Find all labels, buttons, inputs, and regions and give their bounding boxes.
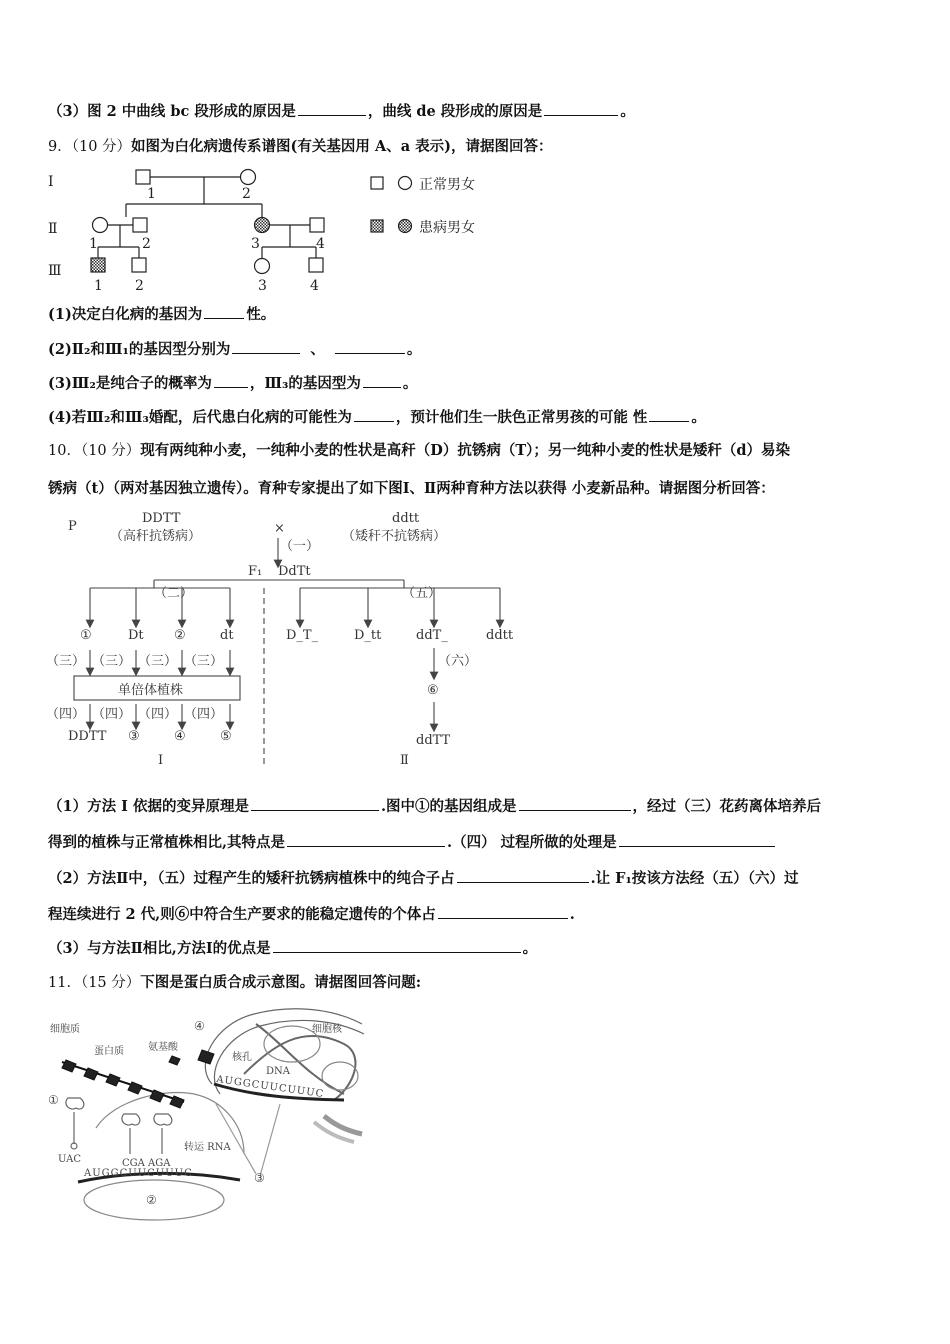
- answer-blank[interactable]: [298, 101, 366, 116]
- diagram-right-item: ddtt: [486, 628, 514, 643]
- q9-stem: 如图为白化病遗传系谱图(有关基因用 A、a 表示)，请据图回答：: [131, 138, 553, 155]
- diagram-parent2-note: （矮秆不抗锈病）: [342, 529, 447, 544]
- diagram-left-item: ①: [80, 628, 92, 643]
- q10-sub3-text-b: 。: [522, 940, 538, 957]
- label-dna: DNA: [266, 1066, 290, 1077]
- q10-sub2-text-a: （2）方法Ⅱ中，（五）过程产生的矮秆抗锈病植株中的纯合子占: [48, 870, 455, 887]
- diagram-step4: （四）: [46, 707, 86, 722]
- q10-score: （10 分）: [80, 443, 141, 459]
- pedigree-num: 3: [251, 236, 260, 252]
- answer-blank[interactable]: [251, 796, 379, 811]
- diagram-left-item: ②: [174, 628, 186, 643]
- pedigree-II4-male: [310, 218, 324, 232]
- diagram-right-item: ddT_: [416, 628, 448, 643]
- answer-blank[interactable]: [649, 407, 689, 422]
- pedigree-II2-male: [133, 218, 147, 232]
- diagram-step4: （四）: [138, 707, 178, 722]
- q10-sub3: [48, 938, 537, 959]
- trna-3: [154, 1114, 172, 1154]
- diagram-f1-genotype: DdTt: [278, 564, 311, 579]
- label-circle-2: ②: [146, 1193, 157, 1207]
- pedigree-num: 4: [316, 236, 325, 252]
- pedigree-III4-male: [309, 258, 323, 272]
- pedigree-num: 4: [310, 278, 319, 294]
- q9-sub4: [48, 407, 706, 428]
- q9-sub2-text-c: 。: [406, 341, 422, 358]
- diagram-step4: （四）: [184, 707, 224, 722]
- diagram-parent2: ddtt: [392, 511, 420, 526]
- q9-number: 9．: [48, 139, 72, 155]
- q10-sub3-text-a: （3）与方法Ⅱ相比,方法Ⅰ的优点是: [48, 940, 271, 957]
- diagram-left-item: dt: [220, 628, 234, 643]
- diagram-haploid: 单倍体植株: [118, 683, 184, 698]
- legend-normal-female: [399, 177, 412, 190]
- label-circle-1: ①: [48, 1093, 59, 1107]
- q8-part3-text-c: 。: [620, 103, 635, 120]
- label-anticodons: CGA AGA: [122, 1158, 171, 1169]
- pedigree-II1-female: [93, 218, 108, 233]
- pedigree-I1-male: [136, 170, 150, 184]
- q9-sub2-text-b: 、: [310, 341, 325, 358]
- diagram-right-item: D_T_: [286, 628, 319, 643]
- q10-sub1-text-e: .（四） 过程所做的处理是: [447, 834, 617, 851]
- q8-part3-text-b: ，曲线 de 段形成的原因是: [367, 103, 543, 120]
- answer-blank[interactable]: [457, 868, 589, 883]
- legend-normal-male: [371, 177, 383, 189]
- trna-2: [122, 1114, 140, 1154]
- q9-sub1-text-b: 性。: [246, 306, 276, 323]
- q9-sub4-text: (4)若Ⅲ₂和Ⅲ₃婚配，后代患白化病的可能性为: [48, 409, 352, 426]
- legend-affected-label: 患病男女: [419, 220, 475, 236]
- breeding-diagram: [44, 508, 544, 776]
- pedigree-III2-male: [132, 258, 146, 272]
- pedigree-num: 2: [142, 236, 151, 252]
- legend-affected-female: [399, 220, 412, 233]
- q11-number: 11．: [48, 975, 81, 991]
- pedigree-II3-affected-female: [255, 218, 270, 233]
- diagram-step1: （一）: [280, 539, 320, 554]
- label-trna: 转运 RNA: [184, 1142, 231, 1153]
- diagram-left-item: Dt: [128, 628, 144, 643]
- q10-sub1-line2: [48, 832, 777, 853]
- q10-sub2-line2: [48, 904, 575, 925]
- answer-blank[interactable]: [354, 407, 394, 422]
- q9-sub2-text: (2)Ⅱ₂和Ⅲ₁的基因型分别为: [48, 341, 231, 358]
- answer-blank[interactable]: [273, 938, 521, 953]
- diagram-left-result: DDTT: [68, 729, 107, 744]
- q10-header-2: [48, 479, 775, 499]
- label-mrna-cytoplasm: AUGGCUUCUUUC: [84, 1168, 193, 1179]
- diagram-right-item: D_tt: [354, 628, 382, 643]
- pedigree-III1-affected-male: [91, 258, 105, 272]
- diagram-cross: ×: [274, 521, 285, 536]
- answer-blank[interactable]: [214, 373, 248, 388]
- answer-blank[interactable]: [363, 373, 401, 388]
- q10-stem-2: 锈病（t）（两对基因独立遗传）。育种专家提出了如下图Ⅰ、Ⅱ两种育种方法以获得 小麦新品种。请据图分析回答：: [48, 480, 775, 497]
- diagram-method-II: Ⅱ: [400, 753, 409, 768]
- gen-label-II: Ⅱ: [48, 221, 58, 237]
- q9-score: （10 分）: [71, 139, 132, 155]
- q9-sub3: [48, 373, 417, 394]
- diagram-method-I: Ⅰ: [158, 753, 164, 768]
- legend-normal-label: 正常男女: [419, 177, 475, 193]
- label-mrna-nuclear: AUGGCUUCUUUC: [215, 1074, 325, 1101]
- answer-blank[interactable]: [204, 304, 244, 319]
- diagram-step2: （二）: [154, 586, 194, 601]
- q9-sub1: [48, 304, 275, 325]
- q11-score: （15 分）: [80, 975, 141, 991]
- q10-sub2-line1: [48, 868, 799, 889]
- answer-blank[interactable]: [335, 339, 405, 354]
- q10-sub1-text-b: .图中①的基因组成是: [380, 798, 517, 815]
- diagram-parent1-note: （高秆抗锈病）: [110, 529, 202, 544]
- diagram-left-result: ③: [128, 729, 140, 744]
- gen-label-III: Ⅲ: [48, 263, 62, 279]
- q10-sub2-text-d: .: [569, 906, 575, 923]
- label-protein: 蛋白质: [94, 1046, 124, 1057]
- trna-1: [66, 1098, 84, 1149]
- label-circle-3: ③: [254, 1171, 265, 1185]
- label-uac: UAC: [58, 1154, 81, 1165]
- q10-sub1-line1: [48, 796, 821, 817]
- pedigree-num: 1: [147, 186, 156, 202]
- amino-acid-free: [198, 1050, 214, 1064]
- answer-blank[interactable]: [232, 339, 300, 354]
- diagram-step6: （六）: [438, 654, 478, 669]
- pedigree-III3-female: [255, 259, 270, 274]
- q10-sub2-text-c: 程连续进行 2 代,则⑥中符合生产要求的能稳定遗传的个体占: [48, 906, 436, 923]
- q10-sub2-text-b: .让 F₁按该方法经（五）（六）过: [590, 870, 799, 887]
- label-nucleus: 细胞核: [312, 1024, 342, 1035]
- q8-part3-text-a: （3）图 2 中曲线 bc 段形成的原因是: [48, 103, 296, 120]
- answer-blank[interactable]: [287, 832, 445, 847]
- q8-part3: [48, 101, 635, 122]
- q10-stem-1: 现有两纯种小麦，一纯种小麦的性状是高秆（D）抗锈病（T）；另一纯种小麦的性状是矮秆（d）易染: [140, 442, 791, 459]
- diagram-left-result: ⑤: [220, 729, 232, 744]
- pedigree-chart: [44, 162, 504, 298]
- q9-sub3-text-b: ，Ⅲ₃的基因型为: [249, 375, 361, 392]
- q11-stem: 下图是蛋白质合成示意图。请据图回答问题:: [140, 974, 422, 991]
- protein-synthesis-diagram: [44, 1004, 376, 1226]
- diagram-step3: （三）: [138, 654, 178, 669]
- gen-label-I: Ⅰ: [48, 174, 54, 190]
- pedigree-num: 2: [135, 278, 144, 294]
- label-amino-acid: 氨基酸: [148, 1042, 178, 1053]
- legend-affected-male: [371, 220, 383, 232]
- diagram-parent1: DDTT: [142, 511, 181, 526]
- pedigree-num: 2: [242, 186, 251, 202]
- q9-sub2: [48, 339, 421, 360]
- pedigree-I2-female: [241, 170, 256, 185]
- q9-sub4-text-b: ，预计他们生一肤色正常男孩的可能 性: [395, 409, 648, 426]
- diagram-circle6: ⑥: [427, 683, 439, 698]
- answer-blank[interactable]: [544, 101, 618, 116]
- diagram-step4: （四）: [92, 707, 132, 722]
- pedigree-num: 1: [89, 236, 98, 252]
- diagram-final: ddTT: [416, 733, 451, 748]
- pedigree-num: 3: [258, 278, 267, 294]
- q9-header: [48, 137, 553, 157]
- q10-sub1-text-a: （1）方法 I 依据的变异原理是: [48, 798, 249, 815]
- q9-sub3-text-c: 。: [402, 375, 418, 392]
- answer-blank[interactable]: [519, 796, 631, 811]
- q10-header-1: [48, 441, 790, 461]
- diagram-step3: （三）: [46, 654, 86, 669]
- q9-sub4-text-c: 。: [691, 409, 706, 426]
- q11-header: [48, 973, 421, 993]
- answer-blank[interactable]: [619, 832, 775, 847]
- label-pore: 核孔: [232, 1052, 252, 1063]
- q9-sub1-text: (1)决定白化病的基因为: [48, 306, 203, 323]
- diagram-step3: （三）: [92, 654, 132, 669]
- label-cytoplasm: 细胞质: [50, 1024, 80, 1035]
- diagram-step5: （五）: [402, 586, 442, 601]
- q10-sub1-text-d: 得到的植株与正常植株相比,其特点是: [48, 834, 286, 851]
- diagram-f1-label: F₁: [248, 564, 263, 579]
- q10-number: 10．: [48, 443, 81, 459]
- q9-sub3-text: (3)Ⅲ₂是纯合子的概率为: [48, 375, 212, 392]
- diagram-step3: （三）: [184, 654, 224, 669]
- answer-blank[interactable]: [438, 904, 568, 919]
- diagram-left-result: ④: [174, 729, 186, 744]
- q10-sub1-text-c: ，经过（三）花药离体培养后: [632, 798, 822, 815]
- label-circle-4: ④: [194, 1019, 205, 1033]
- pedigree-num: 1: [94, 278, 103, 294]
- diagram-p-label: P: [68, 519, 77, 534]
